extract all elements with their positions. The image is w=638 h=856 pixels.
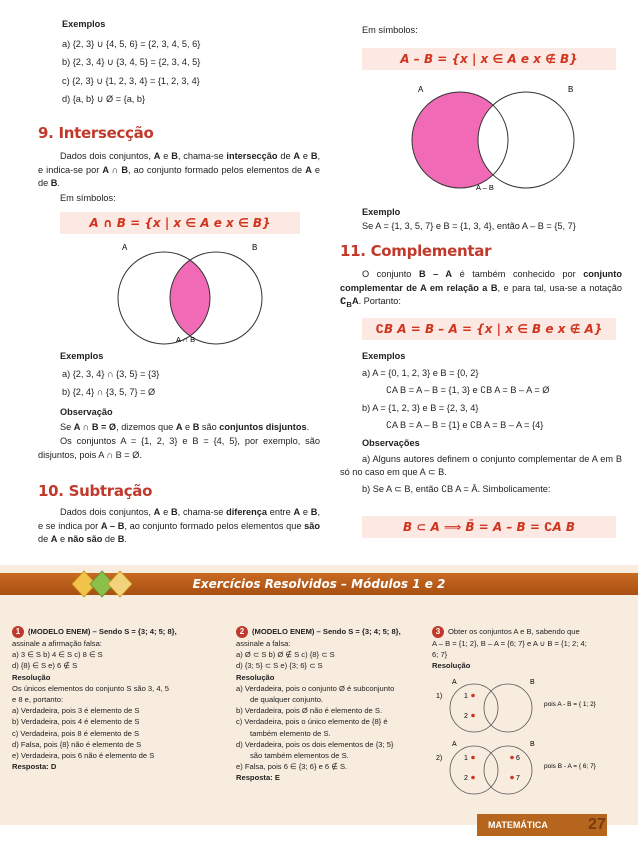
element-dot [510,756,514,760]
text: , chama-se [177,151,227,161]
exercise-2-r2: b) Verdadeira, pois Ø não é elemento de S. [236,706,383,716]
diagram-2-label: 2) [436,755,443,762]
difference-example-title: Exemplo [362,207,401,217]
difference-example [340,206,622,233]
text: B [310,151,318,161]
exercise-1-r4: b) Verdadeira, pois 4 é elemento de S [12,717,140,727]
intersection-examples-title: Exemplos [60,351,104,361]
observations-title: Observações [362,437,420,448]
text: B [171,151,178,161]
complement-formula: ∁B A = B – A = {x | x ∈ B e x ∉ A} [362,318,616,340]
venn-label-b: B [568,85,574,94]
text: conjuntos disjuntos [219,422,307,433]
text: A [50,534,58,545]
text: Dados dois conjuntos, [60,151,154,161]
union-example-b: b) {2, 3, 4} ∪ {3, 4, 5} = {2, 3, 4, 5} [62,57,201,68]
text: A [293,151,301,161]
diagram-2-element-1: 1 [464,755,468,762]
section-10-paragraph [38,506,320,547]
exercise-number-badge: 2 [236,626,248,638]
text: B [310,507,318,517]
left-column [38,18,320,107]
section-11-title: 11. Complementar [340,242,492,260]
diagram-1-label-a: A [452,679,457,686]
text: A ∩ B [102,164,129,175]
exercise-2-r1: a) Verdadeira, pois o conjunto Ø é subconjunto [236,683,395,693]
exercise-2-options-1: a) Ø ⊂ S b) Ø ∉ S c) {8} ⊂ S [236,650,335,660]
complement-example-b: b) A = {1, 2, 3} e B = {2, 3, 4} [362,402,479,413]
text: e [182,422,193,433]
exercise-1-r5: c) Verdadeira, pois 8 é elemento de S [12,728,140,738]
intersection-venn [100,238,280,346]
section-9-title: 9. Intersecção [38,124,154,142]
exercise-1-prompt: assinale a afirmação falsa: [12,639,102,648]
observation-b: b) Se A ⊂ B, então ∁B A = Ā. Simbolicamente: [362,483,551,494]
exercise-2-prompt: assinale a falsa: [236,639,291,648]
text: , e se indica por [38,507,320,531]
exercise-3 [432,626,628,672]
element-dot [471,776,475,780]
venn-label-a: A [418,85,424,94]
text: conjunto complementar de A em relação a B [340,269,622,293]
complement-example-a: a) A = {0, 1, 2, 3} e B = {0, 2} [362,367,479,378]
text: A [153,507,161,517]
observation-text-2: Os conjuntos A = {1, 2, 3} e B = {4, 5}, por exemplo, são disjuntos, pois A ∩ B = Ø. [38,435,320,460]
complement-symbol: ∁ [340,296,347,307]
text: de [38,534,51,545]
section-11-paragraph [340,268,622,312]
exercise-1-answer: Resposta: D [12,762,57,772]
venn-label-intersection: A ∩ B [176,335,196,344]
text: . [306,422,310,433]
intersection-example-b: b) {2, 4} ∩ {3, 5, 7} = Ø [62,387,156,398]
diagram-1-element-1: 1 [464,693,468,700]
exercise-2-r3b: também elemento de S. [250,728,331,738]
text: B – A [418,269,453,279]
difference-venn [400,80,586,192]
text: e [160,151,172,161]
venn-label-a: A [122,243,128,252]
text: B [192,422,200,433]
text: A [153,151,161,161]
diagram-1-circle-b [484,684,532,732]
exercise-1-r3: a) Verdadeira, pois 3 é elemento de S [12,706,140,716]
text: são [199,422,220,433]
exercise-2-r1b: de qualquer conjunto. [250,695,324,705]
observation-a: a) Alguns autores definem o conjunto complementar de A em B só no caso em que A ⊂ B. [340,453,622,478]
text: de [280,151,294,161]
exercise-2-answer: Resposta: E [236,773,280,783]
diagram-1-label-b: B [530,679,535,686]
exercise-3-l3: 6; 7} [432,650,448,660]
exercise-2-r3: c) Verdadeira, pois o único elemento de {8} é [236,717,388,727]
text: entre [266,507,294,517]
exercise-3-head: Obter os conjuntos A e B, sabendo que [448,627,580,636]
text: A ∩ B = Ø [73,422,117,433]
text: , chama-se [177,507,227,517]
text: é também conhecido por [452,269,584,279]
diagram-1-note: pois A - B = { 1; 2} [544,701,596,708]
text: A [351,296,359,307]
text: intersecção [226,151,278,161]
text: e [300,151,311,161]
page-number: 27 [588,816,606,833]
exercise-2-r4b: são também elementos de S. [250,751,349,761]
text: , e para tal, usa-se a notação [497,282,622,293]
text: Se [60,422,74,433]
union-examples-title: Exemplos [62,19,106,29]
text: O conjunto [362,269,419,279]
diagram-2-circle-b [484,746,532,794]
exercise-1 [12,626,222,772]
exercise-3-diagram-2 [432,738,628,800]
text: A – B [100,520,125,531]
diagram-1-label: 1) [436,693,443,700]
difference-formula: A – B = {x | x ∈ A e x ∉ B} [362,48,616,70]
em-simbolos-left: Em símbolos: [60,193,116,203]
text: B [346,300,352,310]
exercise-2-r4: d) Verdadeira, pois os dois elementos de {3; 5} [236,739,394,749]
section-9-paragraph [38,150,320,191]
exercise-2-resolution-title: Resolução [236,672,275,682]
exercise-2-head: (MODELO ENEM) – Sendo S = {3; 4; 5; 8}, [252,627,401,636]
exercise-1-r6: d) Falsa, pois {8} não é elemento de S [12,739,142,749]
text: e de [38,164,320,189]
text: . Portanto: [358,296,401,307]
exercise-1-r2: e 8 e, portanto: [12,695,64,705]
em-simbolos-right: Em símbolos: [362,25,418,35]
text: A [293,507,301,517]
section-10-title: 10. Subtração [38,482,153,500]
footer-subject: MATEMÁTICA [488,820,548,830]
text: são [304,520,320,531]
exercise-number-badge: 3 [432,626,444,638]
diagram-2-label-a: A [452,741,457,748]
difference-example-text: Se A = {1, 3, 5, 7} e B = {1, 3, 4}, então A – B = {5, 7} [362,220,576,231]
exercise-number-badge: 1 [12,626,24,638]
element-dot [471,714,475,718]
complement-examples [340,350,622,496]
element-dot [510,776,514,780]
text: , dizemos que [116,422,176,433]
diagram-2-element-7: 7 [516,775,520,782]
text: A [175,422,183,433]
final-formula: B ⊂ A ⟹ B̄ = A – B = ∁A B [362,516,616,538]
text: , ao conjunto formado pelos elementos que [124,520,305,531]
exercise-1-r7: e) Verdadeira, pois 6 não é elemento de S [12,751,155,761]
text: e [57,534,68,545]
intersection-formula: A ∩ B = {x | x ∈ A e x ∈ B} [60,212,300,234]
element-dot [471,694,475,698]
exercise-3-diagram-1 [432,676,628,738]
exercise-1-options-2: d) {8} ∈ S e) 6 ∉ S [12,661,78,671]
diagram-2-element-6: 6 [516,755,520,762]
exercise-3-l2: A – B = {1; 2}, B – A = {6; 7} e A ∪ B = {1; 2; 4; [432,639,587,648]
text: B [50,178,58,189]
intersection-examples [38,350,320,462]
element-dot [471,756,475,760]
complement-example-a-result: ∁A B = A – B = {1, 3} e ∁B A = B – A = Ø [386,385,550,396]
exercise-1-resolution-title: Resolução [12,672,51,682]
exercise-1-head: (MODELO ENEM) – Sendo S = {3; 4; 5; 8}, [28,627,177,636]
diagram-2-label-b: B [530,741,535,748]
text: e [160,507,171,517]
text: , ao conjunto formado pelos elementos de [128,164,306,175]
exercise-1-r1: Os únicos elementos do conjunto S são 3, 4, 5 [12,683,170,693]
exercise-3-resolution-title: Resolução [432,661,471,671]
text: , e indica-se por [38,151,321,175]
venn-label-difference: A – B [476,183,494,192]
diagram-2-note: pois B - A = { 6; 7} [544,763,596,770]
diagram-1-element-2: 2 [464,713,468,720]
text: não são [67,534,103,545]
exercise-1-options-1: a) 3 ∈ S b) 4 ∈ S c) 8 ∈ S [12,650,103,660]
exercises-title: Exercícios Resolvidos – Módulos 1 e 2 [192,577,446,591]
union-example-a: a) {2, 3} ∪ {4, 5, 6} = {2, 3, 4, 5, 6} [62,38,201,49]
union-example-c: c) {2, 3} ∪ {1, 2, 3, 4} = {1, 2, 3, 4} [62,75,200,86]
text: Dados dois conjuntos, [60,507,154,517]
text: diferença [226,507,267,517]
text: . [57,178,60,189]
text: e [300,507,311,517]
text: B [117,534,125,545]
complement-example-b-result: ∁A B = A – B = {1} e ∁B A = B – A = {4} [386,420,544,431]
exercise-2-r5: e) Falsa, pois 6 ∈ {3; 6} e 6 ∉ S. [236,762,348,772]
text: . [124,534,127,545]
text: de [102,534,118,545]
text: A [305,164,312,175]
exercise-2 [236,626,426,784]
venn-label-b: B [252,243,258,252]
observation-text-1 [38,421,320,435]
observation-title: Observação [60,406,113,417]
complement-examples-title: Exemplos [362,351,406,361]
diagram-2-element-2: 2 [464,775,468,782]
intersection-example-a: a) {2, 3, 4} ∩ {3, 5} = {3} [62,368,160,379]
exercise-2-options-2: d) {3; 5} ⊂ S e) {3; 6} ⊂ S [236,661,323,671]
text: B [170,507,178,517]
union-example-d: d) {a, b} ∪ Ø = {a, b} [62,94,146,105]
